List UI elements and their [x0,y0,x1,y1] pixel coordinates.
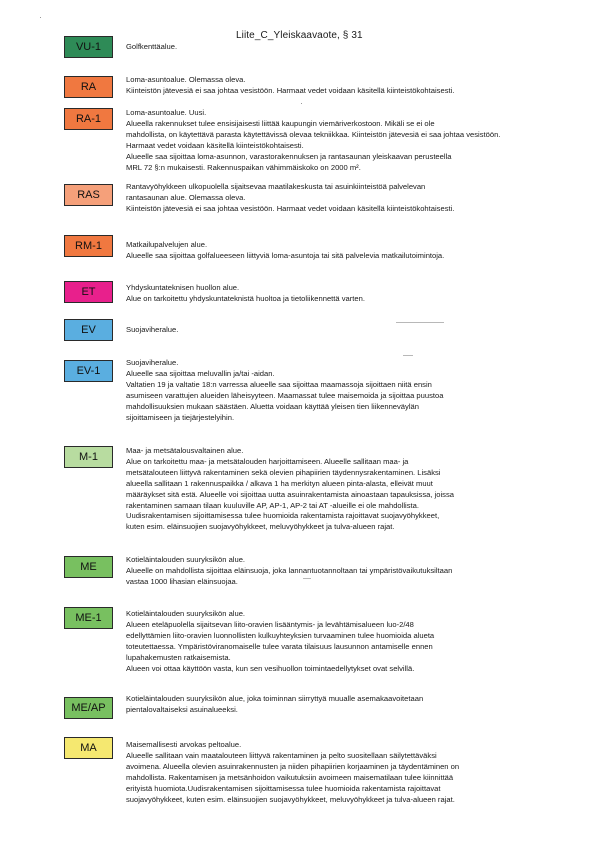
zone-description-line: lupahakemusten ratkaisemista. [126,652,231,662]
zone-description-title: Kotieläintalouden suuryksikön alue. [126,609,246,618]
zone-code-vu-1: VU-1 [64,36,113,58]
zone-description-line: Kiinteistön jätevesiä ei saa johtaa vesistöön. Harmaat vedet voidaan käsitellä kiinteistökohtaisesti. [126,203,455,213]
zone-description [126,358,546,423]
zone-code-me-ap: ME/AP [64,697,113,719]
zone-description [126,609,546,674]
zone-description [126,740,546,805]
zone-description-line: Alueella rakennukset tulee ensisijaisesti liittää kaupungin viemäriverkostoon. Mikäli se ei ole [126,118,435,128]
zone-description-line: sijoittamiseen ja tiejärjestelyihin. [126,412,235,422]
zone-code-et: ET [64,281,113,303]
zone-description-title: Kotieläintalouden suuryksikön alue, joka toiminnan siirryttyä muualle asemakaavoitetaan [126,694,424,703]
zone-description-line: Alue on tarkoitettu maa- ja metsätalouden harjoittamiseen. Alueelle sallitaan maa- ja [126,456,409,466]
zone-description-title: Kotieläintalouden suuryksikön alue. [126,555,246,564]
zone-description-line: Alue on tarkoitettu yhdyskuntateknistä huoltoa ja tietoliikennettä varten. [126,293,365,303]
zone-description-line: pientalovaltaiseksi asuinalueeksi. [126,704,238,714]
zone-description-line: toteutettaessa. Ympäristöviranomaiselle tulee varata tilaisuus lausunnon antamiselle ennen [126,641,433,651]
zone-description [126,325,546,336]
zone-description-line: Valtatien 19 ja valtatie 18:n varressa alueelle saa sijoittaa maamassoja sijoittaen niitä ensin [126,379,432,389]
zone-description-title: Loma-asuntoalue. Olemassa oleva. [126,75,246,84]
zone-code-ev: EV [64,319,113,341]
zone-description-title: Golfkenttäalue. [126,42,178,51]
zone-description-line: rantasaunan alue. Olemassa oleva. [126,192,246,202]
zone-description-line: Alueelle saa sijoittaa loma-asunnon, varastorakennuksen ja rantasaunan yleiskaavan perusteella [126,151,452,161]
zone-description-line: Uudisrakentamisen sijoittamisessa tulee huomioida rakentamista rajoittavat suojavyöhykkeet, [126,511,440,521]
zone-description [126,446,546,533]
zone-code-ev-1: EV-1 [64,360,113,382]
zone-code-m-1: M-1 [64,446,113,468]
zone-description-title: Suojaviheralue. [126,358,179,367]
zone-description-title: Matkailupalvelujen alue. [126,240,208,249]
zone-description-line: rakentaminen samaan tilaan kuuluville AP, AP-1, AP-2 tai AT -alueille ei ole mahdollista. [126,500,419,510]
zone-description-line: Alueen eteläpuolella sijaitsevan liito-oravien lisääntymis- ja levähtämisalueen luo-2/48 [126,619,414,629]
zone-description-line: Alueen voi ottaa käyttöön vasta, kun sen vesihuollon toimintaedellytykset ovat selvillä. [126,663,415,673]
zone-description-line: Kiinteistön jätevesiä ei saa johtaa vesistöön. Harmaat vedet voidaan käsitellä kiinteistökohtaisesti. [126,85,455,95]
zone-code-me: ME [64,556,113,578]
zone-code-ra-1: RA-1 [64,108,113,130]
zone-description-line: MRL 72 §:n mukaisesti. Rakennuspaikan vähimmäiskoko on 2000 m². [126,162,361,172]
zone-description-line: Alueelle sallitaan vain maatalouteen liittyvä rakentaminen ja pelto suositellaan säilytettäväksi [126,750,437,760]
zone-description-title: Rantavyöhykkeen ulkopuolella sijaitsevaa maatilakeskusta tai asuinkiinteistöä palvelevan [126,182,426,191]
zone-code-ras: RAS [64,184,113,206]
zone-description [126,42,546,53]
zone-description-line: Alueelle saa sijoittaa meluvallin ja/tai -aidan. [126,368,275,378]
zone-description [126,694,546,716]
zone-description-title: Yhdyskuntateknisen huollon alue. [126,283,240,292]
zone-description-line: erityistä huomiota.Uudisrakentamisen sijoittamisessa tulee huomioida rakentamista rajoittavat [126,783,441,793]
zone-code-me-1: ME-1 [64,607,113,629]
zone-description-line: mahdollista. Rakentamisen ja metsänhoidon vaikutuksiin avoimeen maisematilaan tulee kiinnittää [126,772,454,782]
zone-description-line: edellyttämien liito-oravien luonnollisten kulkuyhteyksien turvaaminen tulee huomioida alueta [126,630,435,640]
zone-description-line: asumiseen varattujen alueiden läheisyyteen. Maamassat tulee maisemoida ja sijoittaa puustoa [126,390,444,400]
zone-description [126,108,546,173]
zone-description-line: suojavyöhykkeet, kuten esim. eläinsuojien suojavyöhykkeet, meluvyöhykkeet ja tulva-alueen rajat. [126,794,455,804]
zone-description-line: avoimena. Alueella olevien asuinrakennusten ja niiden pihapiirien korjaaminen ja täydentäminen on [126,761,460,771]
zone-description-line: määräykset sitä estä. Alueelle voi sijoittaa uutta asuinrakentamista ainoastaan tapauksissa, joissa [126,489,454,499]
zone-description [126,240,546,262]
document-title: Liite_C_Yleiskaavaote, § 31 [236,30,363,41]
zone-description [126,182,546,215]
zone-code-ra: RA [64,76,113,98]
zone-description-line: Harmaat vedet voidaan käsitellä kiinteistökohtaisesti. [126,140,304,150]
zone-description-title: Loma-asuntoalue. Uusi. [126,108,207,117]
zone-description-line: metsätalouteen liittyvä rakentaminen sekä olevien pihapiirien täydennysrakentaminen. Lisäksi [126,467,441,477]
zone-code-ma: MA [64,737,113,759]
zone-description-line: Alueelle saa sijoittaa golfalueeseen liittyviä loma-asuntoja tai sitä palvelevia matkailutoimintoja. [126,250,445,260]
zone-description-title: Maa- ja metsätalousvaltainen alue. [126,446,244,455]
zone-description-line: kuten esim. eläinsuojien suojavyöhykkeet, meluvyöhykkeet ja tulva-alueen rajat. [126,522,395,532]
zone-description-line: mahdollista, on käytettävä parasta käytettävissä olevaa tekniikkaa. Kiinteistön jätevesiä ei saa johtaa vesistöön. [126,129,501,139]
zone-description-line: Alueelle on mahdollista sijoittaa eläinsuoja, joka lannantuotannoltaan tai ympäristövaikutuksiltaan [126,565,453,575]
zone-description-title: Suojaviheralue. [126,325,179,334]
zone-description [126,555,546,588]
zone-description-line: mahdollisuuksien mukaan säästäen. Aluetta voidaan käyttää yleisen tien liikenneväylän [126,401,419,411]
zone-description-title: Maisemallisesti arvokas peltoalue. [126,740,242,749]
zone-description [126,75,546,97]
zone-description-line: vastaa 1000 lihasian eläinsuojaa. [126,576,238,586]
zone-description [126,283,546,305]
zone-description-line: alueella sallitaan 1 rakennuspaikka / alkava 1 ha merkityn alueen pinta-alasta, elleivät muut [126,478,433,488]
zone-code-rm-1: RM-1 [64,235,113,257]
